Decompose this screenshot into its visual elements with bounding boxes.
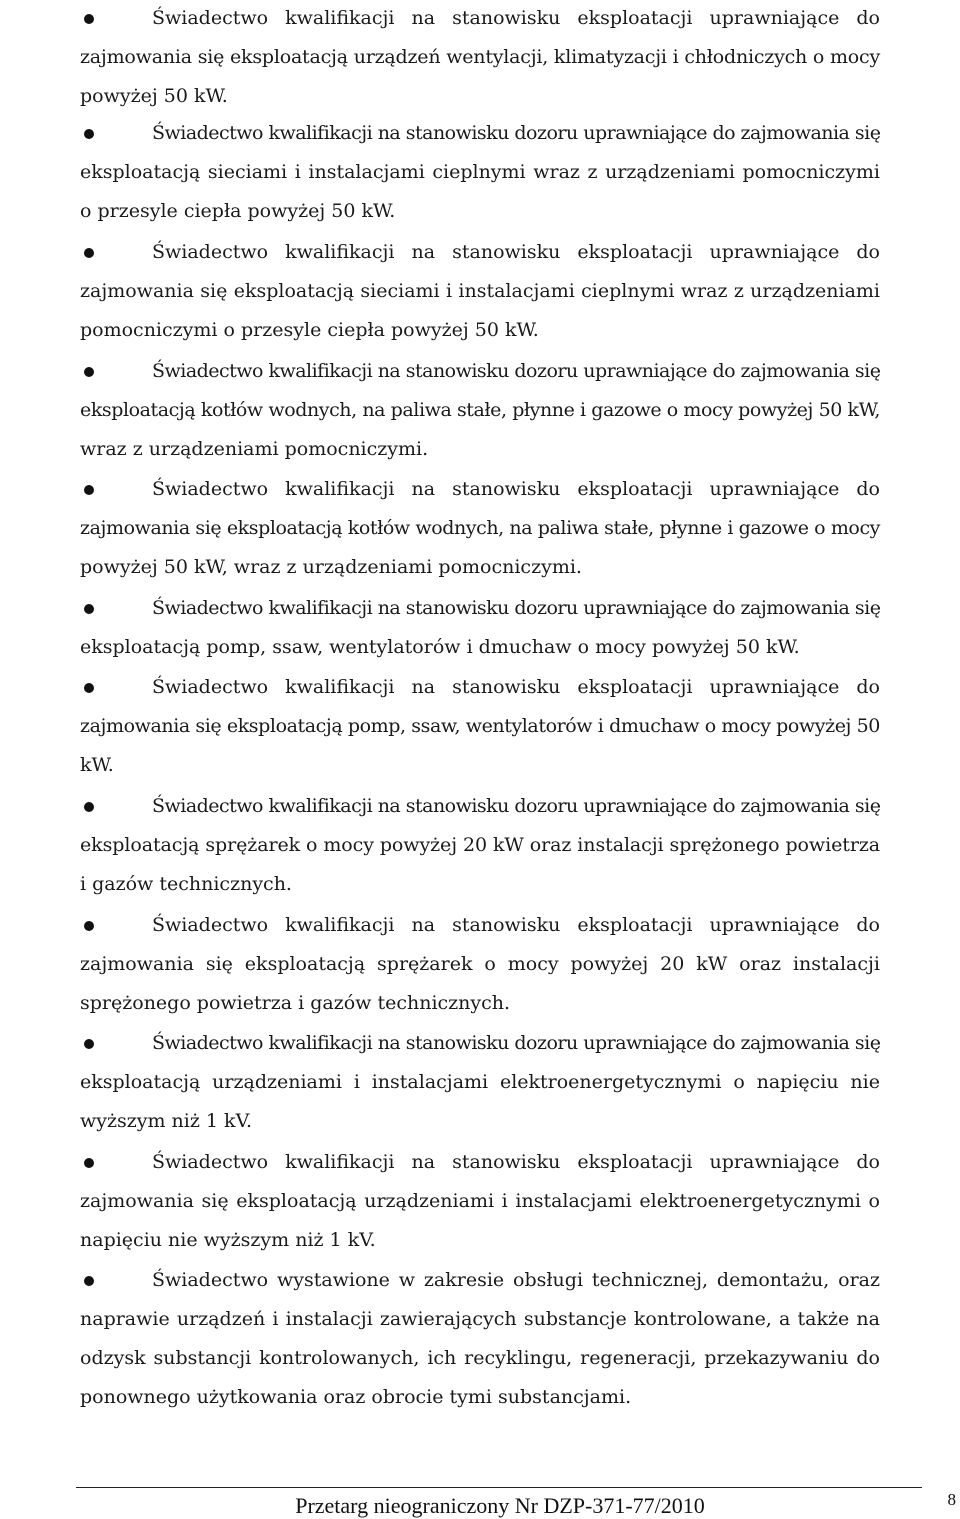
text-line: pomocniczymi o przesyle ciepła powyżej 50 kW. <box>80 319 539 341</box>
text-line: Świadectwo kwalifikacji na stanowisku dozoru uprawniające do zajmowania się <box>152 795 881 817</box>
text-line: zajmowania się eksploatacją urządzeń wentylacji, klimatyzacji i chłodniczych o mocy <box>80 46 880 68</box>
text-line: Świadectwo kwalifikacji na stanowisku eksploatacji uprawniające do <box>152 7 880 29</box>
text-line: naprawie urządzeń i instalacji zawierających substancje kontrolowane, a także na <box>80 1308 880 1330</box>
text-line: eksploatacją kotłów wodnych, na paliwa stałe, płynne i gazowe o mocy powyżej 50 kW, <box>80 399 880 421</box>
list-item-text <box>0 233 960 350</box>
text-line: Świadectwo kwalifikacji na stanowisku eksploatacji uprawniające do <box>152 676 880 698</box>
text-line: i gazów technicznych. <box>80 873 292 895</box>
text-line: Świadectwo kwalifikacji na stanowisku dozoru uprawniające do zajmowania się <box>152 122 881 144</box>
text-line: Świadectwo kwalifikacji na stanowisku dozoru uprawniające do zajmowania się <box>152 360 881 382</box>
list-item-text <box>0 1261 960 1417</box>
text-line: zajmowania się eksploatacją kotłów wodnych, na paliwa stałe, płynne i gazowe o mocy <box>80 517 880 539</box>
text-line: zajmowania się eksploatacją urządzeniami i instalacjami elektroenergetycznymi o <box>80 1190 880 1212</box>
list-item-text <box>0 1143 960 1260</box>
list-item-text <box>0 114 960 231</box>
list-item-text <box>0 787 960 904</box>
text-line: Świadectwo wystawione w zakresie obsługi technicznej, demontażu, oraz <box>152 1269 880 1291</box>
text-line: wraz z urządzeniami pomocniczymi. <box>80 438 429 460</box>
text-line: powyżej 50 kW. <box>80 85 228 107</box>
text-line: ponownego użytkowania oraz obrocie tymi substancjami. <box>80 1386 632 1408</box>
list-item-text <box>0 470 960 587</box>
text-line: odzysk substancji kontrolowanych, ich recyklingu, regeneracji, przekazywaniu do <box>80 1347 880 1369</box>
text-line: Świadectwo kwalifikacji na stanowisku dozoru uprawniające do zajmowania się <box>152 597 881 619</box>
list-item-text <box>0 1024 960 1141</box>
list-item-text <box>0 668 960 785</box>
text-line: sprężonego powietrza i gazów technicznych. <box>80 992 511 1014</box>
text-line: Świadectwo kwalifikacji na stanowisku eksploatacji uprawniające do <box>152 478 880 500</box>
text-line: Świadectwo kwalifikacji na stanowisku eksploatacji uprawniające do <box>152 241 880 263</box>
text-line: eksploatacją sieciami i instalacjami cieplnymi wraz z urządzeniami pomocniczymi <box>80 161 880 183</box>
text-line: eksploatacją sprężarek o mocy powyżej 20 kW oraz instalacji sprężonego powietrza <box>80 834 880 856</box>
text-line: wyższym niż 1 kV. <box>80 1110 253 1132</box>
text-line: o przesyle ciepła powyżej 50 kW. <box>80 200 396 222</box>
text-line: napięciu nie wyższym niż 1 kV. <box>80 1229 376 1251</box>
list-item-text <box>0 906 960 1023</box>
text-line: zajmowania się eksploatacją sieciami i instalacjami cieplnymi wraz z urządzeniami <box>80 280 880 302</box>
page-number: 8 <box>947 1490 956 1509</box>
text-line: eksploatacją pomp, ssaw, wentylatorów i dmuchaw o mocy powyżej 50 kW. <box>80 636 800 658</box>
list-item-text <box>0 589 960 667</box>
footer-tender-number: Przetarg nieograniczony Nr DZP-371-77/2010 <box>295 1493 705 1518</box>
text-line: zajmowania się eksploatacją sprężarek o mocy powyżej 20 kW oraz instalacji <box>80 953 880 975</box>
list-item-text <box>0 0 960 116</box>
text-line: eksploatacją urządzeniami i instalacjami elektroenergetycznymi o napięciu nie <box>80 1071 880 1093</box>
text-line: zajmowania się eksploatacją pomp, ssaw, wentylatorów i dmuchaw o mocy powyżej 50 <box>80 715 880 737</box>
text-line: Świadectwo kwalifikacji na stanowisku eksploatacji uprawniające do <box>152 914 880 936</box>
text-line: Świadectwo kwalifikacji na stanowisku eksploatacji uprawniające do <box>152 1151 880 1173</box>
text-line: powyżej 50 kW, wraz z urządzeniami pomocniczymi. <box>80 556 582 578</box>
footer-divider <box>76 1487 922 1488</box>
list-item-text <box>0 352 960 469</box>
text-line: Świadectwo kwalifikacji na stanowisku dozoru uprawniające do zajmowania się <box>152 1032 881 1054</box>
text-line: kW. <box>80 754 114 776</box>
